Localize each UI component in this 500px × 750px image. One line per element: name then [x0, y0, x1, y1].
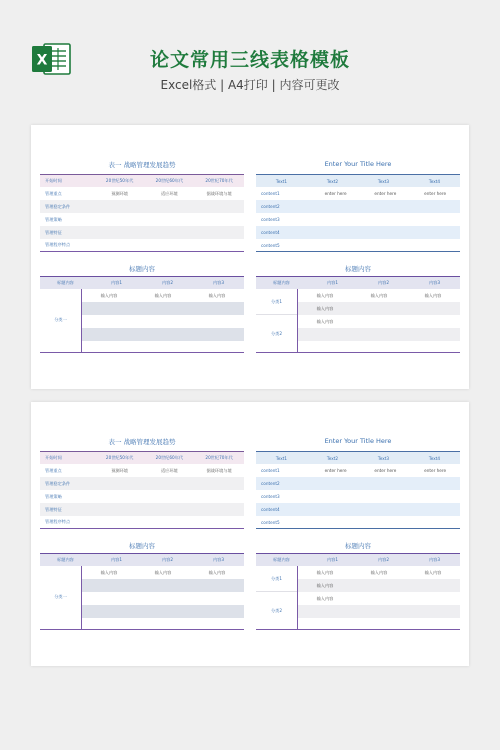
table-row — [256, 477, 460, 490]
table-row — [40, 477, 244, 490]
table-cell: 输入内容 — [208, 569, 226, 575]
table2-header-cell: Text1 — [275, 178, 288, 184]
table-row — [298, 341, 460, 353]
table4-header-cell: 内容2 — [377, 557, 390, 562]
table4-header-cell: 内容1 — [326, 557, 339, 562]
table1-grid — [40, 174, 244, 252]
table1-title: 表一 战略管理发展趋势 — [108, 161, 176, 169]
sheet-preview-2 — [31, 402, 469, 666]
table4-title: 标题内容 — [345, 542, 371, 550]
table-cell: 输入内容 — [316, 318, 334, 324]
table-row — [82, 618, 244, 630]
table-row — [256, 200, 460, 213]
table1-header-cell: 20世纪70年代 — [205, 178, 233, 183]
table4-category-1 — [256, 566, 297, 592]
table-row — [82, 592, 244, 605]
table2-title: Enter Your Title Here — [324, 437, 392, 445]
table4-header-row — [256, 553, 460, 566]
table-cell: 输入内容 — [316, 305, 334, 311]
table4-cells — [298, 289, 460, 353]
table4-categories — [256, 566, 298, 629]
table-cell: enter here — [424, 191, 447, 196]
table3-header-cell: 标题内容 — [57, 280, 74, 285]
table-row — [40, 239, 244, 252]
table4-cells — [298, 566, 460, 630]
table-row — [298, 605, 460, 618]
table3-header-cell: 内容1 — [110, 280, 123, 285]
table2-grid — [256, 174, 460, 252]
table-cell: content5 — [261, 519, 280, 525]
table2-panel — [256, 158, 460, 253]
table-row — [82, 315, 244, 328]
table-row — [298, 566, 460, 579]
table4-category-2 — [256, 592, 297, 630]
table4-body — [256, 566, 460, 630]
table2-header-cell: Text4 — [428, 178, 441, 184]
table-row — [82, 605, 244, 618]
table-cell: content3 — [261, 217, 280, 222]
table3-grid — [40, 276, 244, 353]
table3-category-label: 分类一 — [54, 594, 67, 599]
table-row — [298, 302, 460, 315]
table4-header-cell: 标题内容 — [273, 557, 290, 562]
table-cell: 输入内容 — [316, 292, 334, 298]
table1-header-row — [40, 174, 244, 187]
table4-grid — [256, 553, 460, 630]
table1-header-cell: 20世纪70年代 — [205, 455, 233, 460]
table2-header-cell: Text3 — [377, 455, 390, 461]
table-row — [40, 464, 244, 477]
table-cell: 管理程序特点 — [45, 519, 71, 524]
table-cell: 适应环境 — [160, 467, 178, 473]
table3-panel — [40, 539, 244, 639]
table2-header-cell: Text2 — [326, 178, 339, 184]
table3-header-row — [40, 553, 244, 566]
table1-header-row — [40, 451, 244, 464]
table3-header-cell: 内容3 — [212, 557, 225, 562]
table-cell: enter here — [324, 468, 347, 473]
table-cell: 预测环境 — [111, 190, 128, 196]
table4-category-2-label: 分类2 — [270, 331, 283, 336]
table-cell: 输入内容 — [316, 582, 334, 588]
table-cell: enter here — [374, 468, 397, 473]
table-cell: 据战环境与境 — [206, 190, 232, 196]
table-cell: 输入内容 — [370, 292, 388, 298]
table3-panel — [40, 262, 244, 362]
table-row — [82, 328, 244, 341]
table2-header-row — [256, 174, 460, 187]
table4-category-1 — [256, 289, 297, 315]
table3-header-row — [40, 276, 244, 289]
table1-grid — [40, 451, 244, 529]
table2-header-row — [256, 451, 460, 464]
table-row — [298, 289, 460, 302]
table-cell: 输入内容 — [424, 569, 442, 575]
sheet-preview-1 — [31, 125, 469, 389]
table-row — [298, 592, 460, 605]
table2-header-cell: Text2 — [326, 455, 339, 461]
table-row — [256, 239, 460, 252]
table-cell: 管理特征 — [45, 229, 62, 235]
excel-icon-letter: X — [36, 52, 48, 69]
table-cell: content4 — [261, 230, 280, 235]
table3-header-cell: 内容3 — [212, 280, 225, 285]
table-row — [82, 302, 244, 315]
table-row — [40, 226, 244, 239]
table1-header-cell: 开始时间 — [45, 455, 62, 460]
table2-header-cell: Text4 — [428, 455, 441, 461]
table2-header-cell: Text1 — [275, 455, 288, 461]
table-cell: 管理重点 — [45, 467, 62, 473]
table-cell: 管理稳定条件 — [45, 203, 71, 209]
table4-header-cell: 内容3 — [428, 557, 441, 562]
table4-panel — [256, 262, 460, 362]
table-row — [256, 464, 460, 477]
table-cell: content3 — [261, 494, 280, 499]
table1-title: 表一 战略管理发展趋势 — [108, 438, 176, 446]
table-cell: 输入内容 — [100, 569, 118, 575]
table1-header-cell: 20世纪50年代 — [105, 455, 134, 460]
page-header — [0, 0, 500, 112]
table-cell: enter here — [374, 191, 397, 196]
table3-body — [40, 289, 244, 353]
table-cell: 输入内容 — [100, 292, 118, 298]
table3-cells — [82, 566, 244, 630]
table-row — [256, 187, 460, 200]
table-row — [40, 187, 244, 200]
table3-cells — [82, 289, 244, 353]
table4-header-cell: 内容1 — [326, 280, 339, 285]
table-cell: content5 — [261, 242, 280, 248]
table-cell: 管理策略 — [45, 493, 62, 499]
table3-title: 标题内容 — [129, 265, 155, 273]
table-cell: enter here — [424, 468, 447, 473]
table3-body — [40, 566, 244, 630]
table-cell: 输入内容 — [316, 595, 334, 601]
table3-category-label: 分类一 — [54, 317, 67, 322]
table-row — [82, 341, 244, 353]
table3-category — [40, 566, 82, 629]
table-cell: content1 — [261, 191, 280, 196]
table3-header-cell: 内容2 — [161, 557, 174, 562]
table-cell: 预测环境 — [111, 467, 128, 473]
table3-title: 标题内容 — [129, 542, 155, 550]
table-cell: 管理稳定条件 — [45, 480, 71, 486]
table2-grid — [256, 451, 460, 529]
table-cell: content1 — [261, 468, 280, 473]
table4-header-cell: 内容2 — [377, 280, 390, 285]
table-row — [40, 516, 244, 529]
table2-title: Enter Your Title Here — [324, 160, 392, 168]
table-row — [298, 579, 460, 592]
table-row — [256, 226, 460, 239]
table4-category-1-label: 分类1 — [270, 576, 283, 581]
table3-category — [40, 289, 82, 352]
table3-header-cell: 内容2 — [161, 280, 174, 285]
table2-panel — [256, 435, 460, 530]
table-cell: 管理策略 — [45, 216, 62, 222]
table3-header-cell: 内容1 — [110, 557, 123, 562]
table-cell: 管理程序特点 — [45, 242, 71, 247]
table-row — [82, 579, 244, 592]
table-cell: 管理特征 — [45, 506, 62, 512]
table-cell: enter here — [324, 191, 347, 196]
table-row — [256, 213, 460, 226]
table4-category-1-label: 分类1 — [270, 299, 283, 304]
table-cell: content4 — [261, 507, 280, 512]
page-title: 论文常用三线表格模板 — [149, 49, 350, 71]
table4-panel — [256, 539, 460, 639]
table-cell: 适应环境 — [160, 190, 178, 196]
table-cell: content2 — [261, 204, 280, 209]
table4-title: 标题内容 — [345, 265, 371, 273]
table-row — [82, 289, 244, 302]
table-row — [256, 490, 460, 503]
table-cell: content2 — [261, 481, 280, 486]
table4-body — [256, 289, 460, 353]
table1-header-cell: 20世纪50年代 — [105, 178, 134, 183]
table1-panel — [40, 158, 244, 253]
page-subtitle: Excel格式 | A4打印 | 内容可更改 — [160, 78, 340, 92]
table4-grid — [256, 276, 460, 353]
table-row — [298, 328, 460, 341]
table-row — [40, 490, 244, 503]
table1-header-cell: 开始时间 — [45, 178, 62, 183]
table-cell: 输入内容 — [370, 569, 388, 575]
table4-header-row — [256, 276, 460, 289]
table-row — [40, 503, 244, 516]
table3-header-cell: 标题内容 — [57, 557, 74, 562]
table-cell: 输入内容 — [154, 569, 172, 575]
table-row — [298, 618, 460, 630]
table4-header-cell: 内容3 — [428, 280, 441, 285]
table-cell: 管理重点 — [45, 190, 62, 196]
table4-header-cell: 标题内容 — [273, 280, 290, 285]
table-cell: 输入内容 — [208, 292, 226, 298]
table-row — [40, 213, 244, 226]
table-cell: 据战环境与境 — [206, 467, 232, 473]
table-row — [256, 516, 460, 529]
table-row — [82, 566, 244, 579]
table1-header-cell: 20世纪60年代 — [155, 178, 184, 183]
table-row — [256, 503, 460, 516]
table-cell: 输入内容 — [316, 569, 334, 575]
table4-category-2 — [256, 315, 297, 353]
table1-panel — [40, 435, 244, 530]
table-row — [298, 315, 460, 328]
table-cell: 输入内容 — [424, 292, 442, 298]
table4-categories — [256, 289, 298, 352]
table2-header-cell: Text3 — [377, 178, 390, 184]
table-cell: 输入内容 — [154, 292, 172, 298]
table1-header-cell: 20世纪60年代 — [155, 455, 184, 460]
table-row — [40, 200, 244, 213]
table3-grid — [40, 553, 244, 630]
table4-category-2-label: 分类2 — [270, 608, 283, 613]
